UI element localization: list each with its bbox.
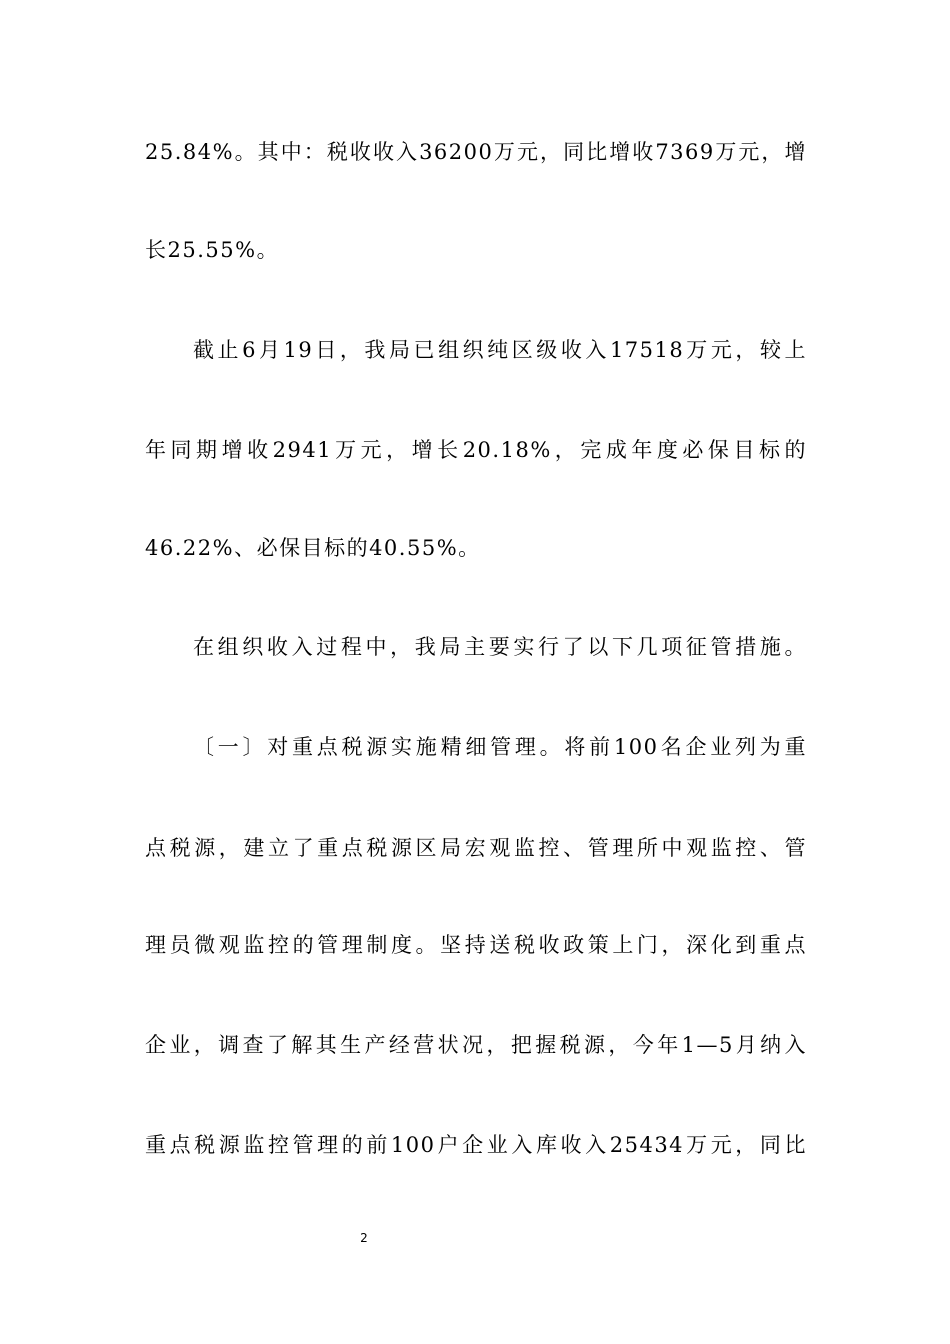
- text-line: 长25.55%。: [145, 238, 280, 262]
- text-line: 理员微观监控的管理制度。坚持送税收政策上门，深化到重点: [145, 933, 807, 957]
- text-line: 25.84%。其中：税收收入36200万元，同比增收7369万元，增: [145, 140, 807, 164]
- text-line: 46.22%、必保目标的40.55%。: [145, 536, 481, 560]
- text-line: 截止6月19日，我局已组织纯区级收入17518万元，较上: [193, 338, 807, 362]
- page-number: 2: [360, 1231, 368, 1245]
- text-line: 企业，调查了解其生产经营状况，把握税源，今年1—5月纳入: [145, 1033, 807, 1057]
- text-line: 重点税源监控管理的前100户企业入库收入25434万元，同比: [145, 1133, 807, 1157]
- text-line: 点税源，建立了重点税源区局宏观监控、管理所中观监控、管: [145, 836, 807, 860]
- text-line: 年同期增收2941万元，增长20.18%，完成年度必保目标的: [145, 438, 807, 462]
- text-line: 在组织收入过程中，我局主要实行了以下几项征管措施。: [193, 635, 807, 659]
- text-line: 〔一〕对重点税源实施精细管理。将前100名企业列为重: [193, 735, 807, 759]
